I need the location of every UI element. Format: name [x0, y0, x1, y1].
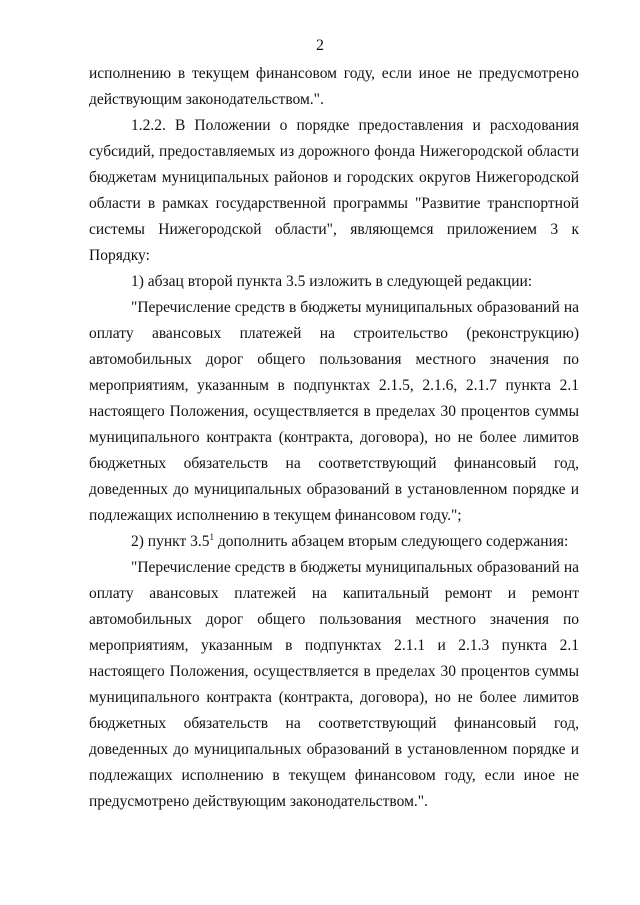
item-2-superscript: 1: [209, 532, 214, 542]
paragraph-quote-3-5: "Перечисление средств в бюджеты муниципальных образований на оплату авансовых платежей на строительство (реконструкцию) автомобильных дорог общего пользования местного значения по мероприятиям, указанным в подпунктах 2.1.5, 2.1.6, 2.1.7 пункта 2.1 настоящего Положения, осуществляется в пределах 30 процентов суммы муниципального контракта (контракта, договора), но не более лимитов бюджетных обязательств на соответствующий финансовый год, доведенных до муниципальных образований в установленном порядке и подлежащих исполнению в текущем финансовом году.";: [89, 299, 579, 524]
item-2-text-before: 2) пункт 3.5: [131, 533, 210, 550]
paragraph-continuation: исполнению в текущем финансовом году, если иное не предусмотрено действующим законодательством.".: [89, 65, 579, 108]
document-body: [89, 61, 579, 815]
item-2-text-after: дополнить абзацем вторым следующего содержания:: [213, 533, 569, 550]
page-number: 2: [316, 37, 324, 54]
paragraph-quote-3-5-1: "Перечисление средств в бюджеты муниципальных образований на оплату авансовых платежей на капитальный ремонт и ремонт автомобильных дорог общего пользования местного значения по мероприятиям, указанным в подпунктах 2.1.1 и 2.1.3 пункта 2.1 настоящего Положения, осуществляется в пределах 30 процентов суммы муниципального контракта (контракта, договора), но не более лимитов бюджетных обязательств на соответствующий финансовый год, доведенных до муниципальных образований в установленном порядке и подлежащих исполнению в текущем финансовом году, если иное не предусмотрено действующим законодательством.".: [89, 559, 579, 810]
paragraph-item-2: [89, 529, 579, 555]
paragraph-item-1: 1) абзац второй пункта 3.5 изложить в следующей редакции:: [131, 273, 533, 290]
paragraph-1-2-2: 1.2.2. В Положении о порядке предоставления и расходования субсидий, предоставляемых из дорожного фонда Нижегородской области бюджетам муниципальных районов и городских округов Нижегородской области в рамках государственной программы "Развитие транспортной системы Нижегородской области", являющемся приложением 3 к Порядку:: [89, 117, 579, 264]
